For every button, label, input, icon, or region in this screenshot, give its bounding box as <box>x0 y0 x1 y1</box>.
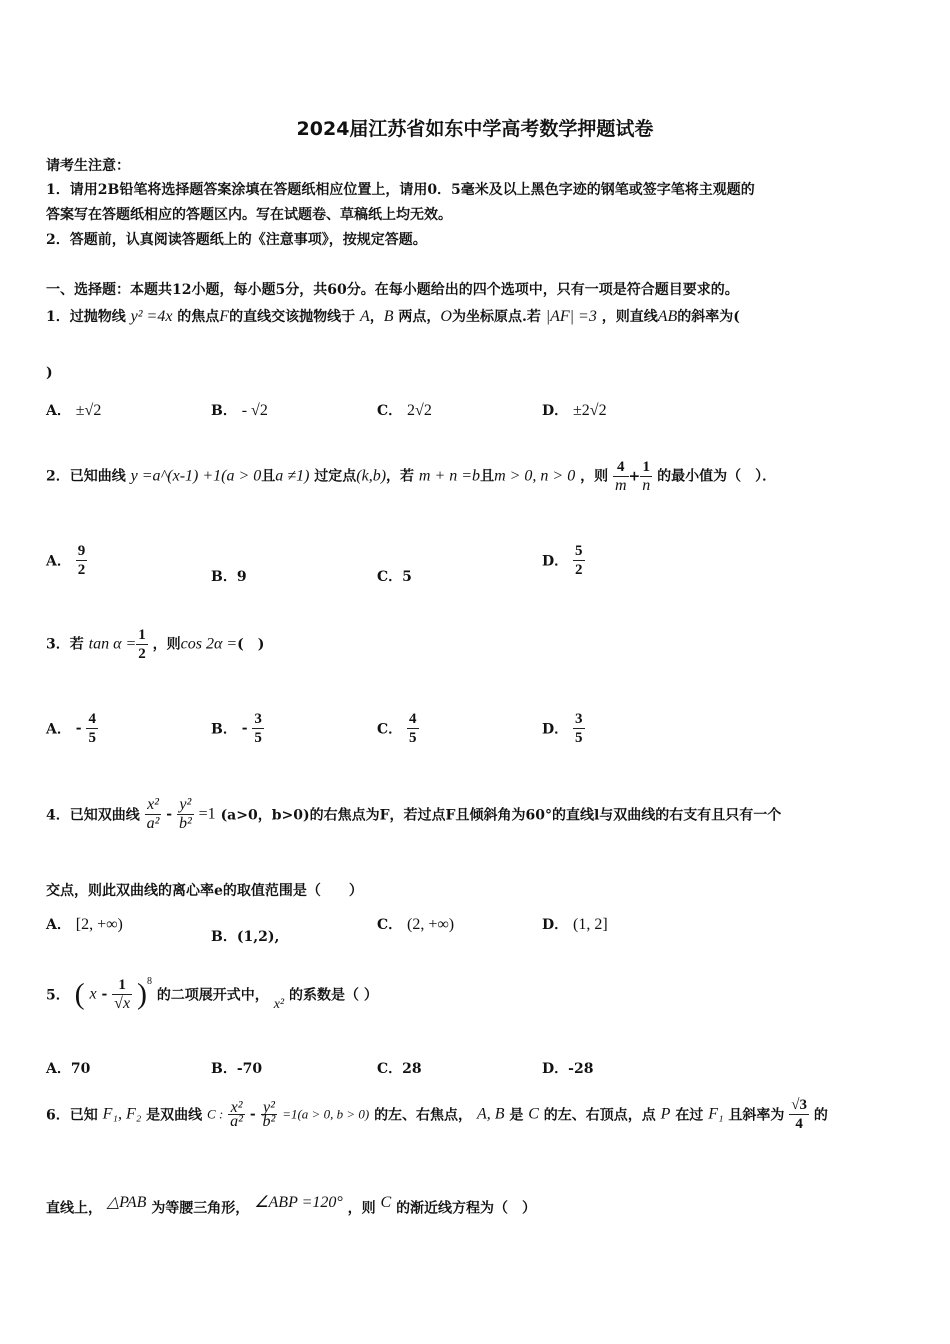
q3-option-d[interactable]: D． $\frac{3}{5}$ <box>542 711 583 746</box>
q3-option-b[interactable]: B． - $\frac{3}{5}$ <box>211 711 262 746</box>
q1-close-paren: ) <box>46 365 53 381</box>
q4-option-c[interactable]: C． (2, +∞) <box>377 916 455 933</box>
question-6-line-2: 直线上， △PAB 为等腰三角形， ∠ABP =120° ，则 C 的渐近线方程为（ ） <box>46 1194 537 1217</box>
notice-heading: 请考生注意： <box>46 158 130 174</box>
q4-option-d[interactable]: D． (1, 2] <box>542 916 608 933</box>
q5-option-b[interactable]: B．-70 <box>211 1061 263 1077</box>
notice-line-2: 答案写在答题纸相应的答题区内。写在试题卷、草稿纸上均无效。 <box>46 207 452 223</box>
q4-option-b[interactable]: B．(1,2), <box>211 929 280 945</box>
question-3: 3．若 tan α = $\frac{1}{2}$ ，则cos 2α =( ) <box>46 627 265 662</box>
question-1: 1．过抛物线 y² =4x 的焦点F的直线交该抛物线于 A，B 两点，O为坐标原点.若 |AF| =3 ，则直线AB的斜率为( <box>46 308 740 325</box>
q1-option-d[interactable]: D． ±2√2 <box>542 402 607 419</box>
q2-option-b[interactable]: B．9 <box>211 569 247 585</box>
question-4: 4．已知双曲线 $\frac{\text{x²}}{\text{a²}}$ - $\frac{\text{y²}}{\text{b²}}$ =1 (a>0，b>0)的右焦点为F，若过点F且倾斜角为60°的直线l与双曲线的右支有且只有一个 <box>46 796 782 832</box>
q1-equation-parabola: y² =4x <box>130 308 173 325</box>
question-2: 2．已知曲线 y =a^(x-1) +1(a > 0且a ≠1) 过定点(k,b)，若 m + n =b且m > 0, n > 0 ，则 $\frac{4}{m}$ + $\frac{1}{n}$ 的最小值为（ ）． <box>46 459 777 494</box>
q1-equation-af: |AF| =3 <box>545 308 597 325</box>
question-6: 6．已知 F₁, F₂ 是双曲线 C : $\frac{\text{x²}}{\text{a²}}$ - $\frac{\text{y²}}{\text{b²}}$ =1(a > 0, b > 0) 的左、右焦点， A, B 是 C 的左、右顶点，点 P 在过 F₁ 且斜率为 $\frac{√3}{4}$ 的 <box>46 1097 828 1132</box>
question-5: 5． ( x - $\frac{1}{√x}$ )$^8$ 的二项展开式中， x² 的系数是（ ） <box>46 976 378 1012</box>
q2-option-d[interactable]: D． $\frac{5}{2}$ <box>542 543 583 578</box>
q5-option-a[interactable]: A．70 <box>46 1061 91 1077</box>
section-heading: 一、选择题：本题共12小题，每小题5分，共60分。在每小题给出的四个选项中，只有一项是符合题目要求的。 <box>46 282 739 298</box>
q1-option-a[interactable]: A． ±√2 <box>46 402 102 419</box>
notice-line-1: 1．请用2B铅笔将选择题答案涂填在答题纸相应位置上，请用0．5毫米及以上黑色字迹的钢笔或签字笔将主观题的 <box>46 182 755 198</box>
q4-line-2: 交点，则此双曲线的离心率e的取值范围是（ ） <box>46 883 363 899</box>
q1-option-c[interactable]: C． 2√2 <box>377 402 432 419</box>
notice-line-3: 2．答题前，认真阅读答题纸上的《注意事项》，按规定答题。 <box>46 232 427 248</box>
q3-option-a[interactable]: A． - $\frac{4}{5}$ <box>46 711 96 746</box>
q5-option-d[interactable]: D．-28 <box>542 1061 594 1077</box>
q4-option-a[interactable]: A． [2, +∞) <box>46 916 123 933</box>
q1-option-b[interactable]: B． - √2 <box>211 402 268 419</box>
page-title: 2024届江苏省如东中学高考数学押题试卷 <box>296 118 654 140</box>
q2-option-a[interactable]: A． $\frac{9}{2}$ <box>46 543 86 578</box>
q3-option-c[interactable]: C． $\frac{4}{5}$ <box>377 711 417 746</box>
q2-option-c[interactable]: C．5 <box>377 569 412 585</box>
q5-option-c[interactable]: C．28 <box>377 1061 422 1077</box>
